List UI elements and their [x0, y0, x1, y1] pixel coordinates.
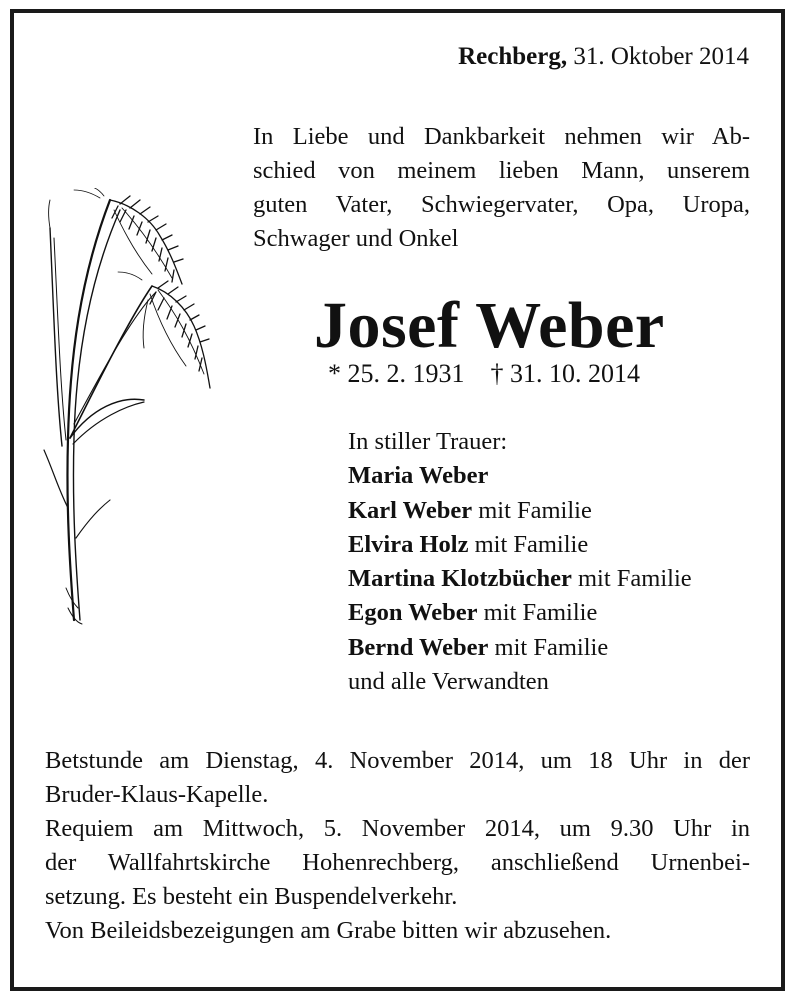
mourners-closing: und alle Verwandten — [348, 668, 549, 696]
service-line: Betstunde am Dienstag, 4. November 2014, um 18 Uhr in der — [45, 747, 750, 774]
intro-line: schied von meinem lieben Mann, unserem — [253, 157, 750, 184]
mourner-suffix: mit Familie — [468, 530, 589, 558]
service-line: setzung. Es besteht ein Buspendelverkehr. — [45, 883, 458, 910]
service-line: Von Beileidsbezeigungen am Grabe bitten wir abzusehen. — [45, 917, 612, 944]
mourner-suffix: mit Familie — [472, 496, 592, 524]
mourner-suffix: mit Familie — [488, 633, 609, 661]
mourner-name: Egon Weber — [348, 599, 478, 627]
deceased-name: Josef Weber — [314, 289, 665, 362]
wheat-stalk-icon — [40, 188, 220, 628]
list-item — [348, 528, 692, 562]
intro-line: Schwager und Onkel — [253, 225, 459, 252]
intro-line: In Liebe und Dankbarkeit nehmen wir Ab- — [253, 123, 750, 150]
list-item — [348, 596, 692, 630]
list-item — [348, 631, 692, 665]
place-date — [458, 42, 749, 72]
service-line: der Wallfahrtskirche Hohenrechberg, anschließend Urnenbei- — [45, 849, 750, 876]
service-line: Bruder-Klaus-Kapelle. — [45, 781, 269, 808]
intro-text — [253, 120, 750, 256]
list-item — [348, 494, 692, 528]
date: 31. Oktober 2014 — [573, 43, 749, 70]
mourners-list — [348, 425, 692, 699]
life-dates — [328, 358, 640, 390]
list-item — [348, 562, 692, 596]
list-item — [348, 459, 692, 493]
place: Rechberg, — [458, 43, 568, 70]
mourners-heading: In stiller Trauer: — [348, 428, 508, 455]
mourner-name: Maria Weber — [348, 462, 489, 490]
birth-date: * 25. 2. 1931 — [328, 359, 465, 388]
mourner-suffix: mit Familie — [571, 565, 692, 593]
mourner-name: Bernd Weber — [348, 633, 489, 661]
mourner-name: Martina Klotzbücher — [348, 565, 572, 593]
service-line: Requiem am Mittwoch, 5. November 2014, um 9.30 Uhr in — [45, 815, 750, 842]
mourner-name: Karl Weber — [348, 496, 473, 524]
mourner-suffix: mit Familie — [477, 599, 598, 627]
intro-line: guten Vater, Schwiegervater, Opa, Uropa, — [253, 191, 750, 218]
death-date: † 31. 10. 2014 — [490, 359, 640, 388]
service-info — [45, 744, 750, 948]
mourner-name: Elvira Holz — [348, 530, 469, 558]
